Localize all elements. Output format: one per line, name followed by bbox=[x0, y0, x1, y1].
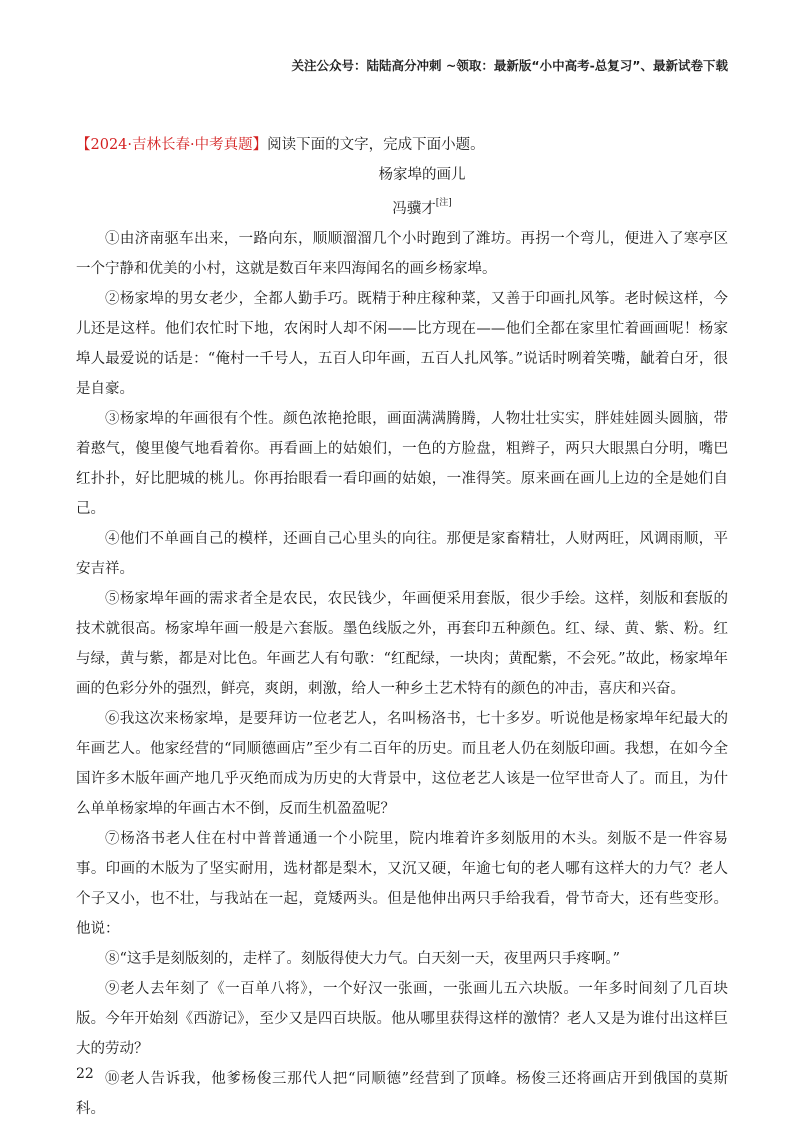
instruction-text: 阅读下面的文字，完成下面小题。 bbox=[267, 137, 485, 153]
paragraph-8: ⑧“这手是刻版刻的，走样了。刻版得使大力气。白天刻一天，夜里两只手疼啊。” bbox=[105, 950, 621, 967]
document-body bbox=[76, 130, 728, 1124]
page-number: 22 bbox=[76, 1066, 94, 1082]
page-header: 关注公众号：陆陆高分冲刺 ~领取：最新版“小中高考-总复习”、最新试卷下载 bbox=[291, 58, 728, 73]
author-name: 冯骥才 bbox=[392, 200, 436, 217]
source-tag: 【2024·吉林长春·中考真题】 bbox=[76, 137, 268, 153]
author-note-mark: [注] bbox=[435, 198, 452, 208]
paragraph-7: ⑦杨洛书老人住在村中普普通通一个小院里，院内堆着许多刻版用的木头。刻版不是一件容易事。印画的木版为了坚实耐用，选材都是梨木，又沉又硬，年逾七旬的老人哪有这样大的力气？老人个子又小，也不壮，与我站在一起，竟矮两头。但是他伸出两只手给我看，骨节奇大，还有些变形。他说： bbox=[76, 830, 728, 937]
paragraph-1: ①由济南驱车出来，一路向东，顺顺溜溜几个小时跑到了潍坊。再拐一个弯儿，便进入了寒亭区一个宁静和优美的小村，这就是数百年来四海闻名的画乡杨家埠。 bbox=[76, 230, 728, 277]
paragraph-5: ⑤杨家埠年画的需求者全是农民，农民钱少，年画便采用套版，很少手绘。这样，刻版和套版的技术就很高。杨家埠年画一般是六套版。墨色线版之外，再套印五种颜色。红、绿、黄、紫、粉。红与绿，黄与紫，都是对比色。年画艺人有句歌：“红配绿，一块肉；黄配紫，不会死。”故此，杨家埠年画的色彩分外的强烈，鲜亮，爽朗，刺激，给人一种乡土艺术特有的颜色的冲击，喜庆和兴奋。 bbox=[76, 590, 728, 697]
paragraph-4: ④他们不单画自己的模样，还画自己心里头的向往。那便是家畜精壮，人财两旺，风调雨顺，平安吉祥。 bbox=[76, 530, 728, 577]
article-title: 杨家埠的画儿 bbox=[378, 167, 466, 183]
paragraph-9: ⑨老人去年刻了《一百单八将》，一个好汉一张画，一张画儿五六块版。一年多时间刻了几百块版。今年开始刻《西游记》，至少又是四百块版。他从哪里获得这样的激情？老人又是为谁付出这样巨大的劳动？ bbox=[76, 980, 728, 1057]
paragraph-2: ②杨家埠的男女老少，全都人勤手巧。既精于种庄稼种菜，又善于印画扎风筝。老时候这样，今儿还是这样。他们农忙时下地，农闲时人却不闲——比方现在——他们全都在家里忙着画画呢！杨家埠人最爱说的话是：“俺村一千号人，五百人印年画，五百人扎风筝。”说话时咧着笑嘴，龇着白牙，很是自豪。 bbox=[76, 290, 728, 397]
paragraph-6: ⑥我这次来杨家埠，是要拜访一位老艺人，名叫杨洛书，七十多岁。听说他是杨家埠年纪最大的年画艺人。他家经营的“同顺德画店”至少有二百年的历史。而且老人仍在刻版印画。我想，在如今全国许多木版年画产地几乎灭绝而成为历史的大背景中，这位老艺人该是一位罕世奇人了。而且，为什么单单杨家埠的年画古木不倒，反而生机盈盈呢？ bbox=[76, 710, 728, 817]
paragraph-10: ⑩老人告诉我，他爹杨俊三那代人把“同顺德”经营到了顶峰。杨俊三还将画店开到俄国的莫斯科。 bbox=[76, 1070, 728, 1117]
paragraph-3: ③杨家埠的年画很有个性。颜色浓艳抢眼，画面满满腾腾，人物壮壮实实，胖娃娃圆头圆脑，带着憨气，傻里傻气地看着你。再看画上的姑娘们，一色的方脸盘，粗辫子，两只大眼黑白分明，嘴巴红扑扑，好比肥城的桃儿。你再抬眼看一看印画的姑娘，一准得笑。原来画在画儿上边的全是她们自己。 bbox=[76, 410, 728, 517]
article-author bbox=[116, 190, 728, 224]
question-intro bbox=[76, 130, 728, 160]
